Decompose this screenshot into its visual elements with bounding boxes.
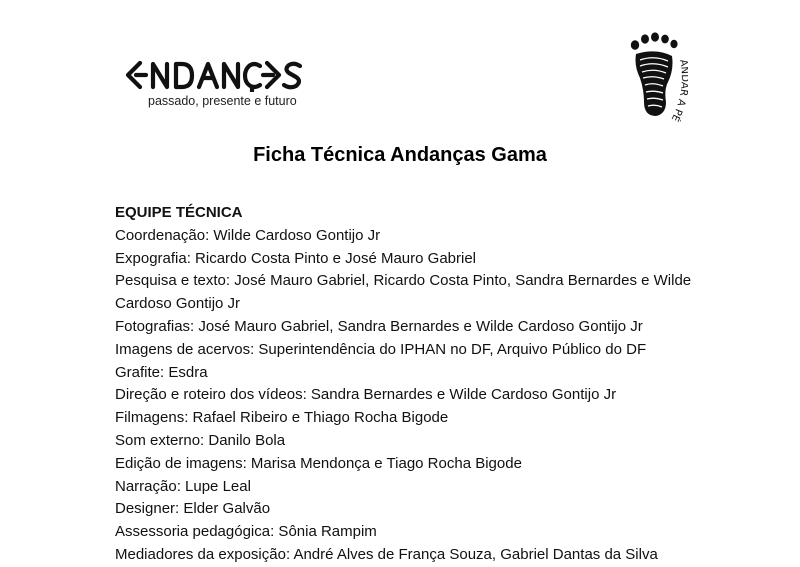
andar-a-pe-logo bbox=[622, 30, 688, 130]
credit-line: Cardoso Gontijo Jr bbox=[115, 295, 241, 313]
andancas-logo bbox=[124, 58, 306, 112]
credit-line: Coordenação: Wilde Cardoso Gontijo Jr bbox=[115, 226, 381, 244]
credit-line: Grafite: Esdra bbox=[115, 363, 208, 381]
credit-line: Edição de imagens: Marisa Mendonça e Tiago Rocha Bigode bbox=[115, 454, 522, 472]
logo-tagline: passado, presente e futuro bbox=[148, 94, 297, 108]
credit-line: Pesquisa e texto: José Mauro Gabriel, Ricardo Costa Pinto, Sandra Bernardes e Wilde bbox=[115, 272, 692, 290]
footprint-icon bbox=[622, 30, 688, 130]
credit-line: Expografia: Ricardo Costa Pinto e José Mauro Gabriel bbox=[115, 249, 477, 267]
andancas-wordmark-icon bbox=[124, 58, 306, 92]
credit-line: Som externo: Danilo Bola bbox=[115, 431, 286, 449]
andar-a-pe-text: A R A PÉ bbox=[668, 58, 688, 123]
credit-line: Assessoria pedagógica: Sônia Rampim bbox=[115, 523, 377, 541]
document-body bbox=[115, 202, 715, 567]
section-heading: EQUIPE TÉCNICA bbox=[115, 204, 243, 221]
credit-line: Direção e roteiro dos vídeos: Sandra Bernardes e Wilde Cardoso Gontijo Jr bbox=[115, 386, 617, 404]
page-title: Ficha Técnica Andanças Gama bbox=[253, 144, 547, 166]
credit-line: Fotografias: José Mauro Gabriel, Sandra Bernardes e Wilde Cardoso Gontijo Jr bbox=[115, 317, 643, 335]
credit-line: Mediadores da exposição: André Alves de França Souza, Gabriel Dantas da Silva bbox=[115, 545, 658, 563]
credit-line: Imagens de acervos: Superintendência do IPHAN no DF, Arquivo Público do DF bbox=[115, 340, 647, 358]
credit-line: Narração: Lupe Leal bbox=[115, 477, 251, 495]
credit-line: Designer: Elder Galvão bbox=[115, 500, 271, 518]
credit-line: Filmagens: Rafael Ribeiro e Thiago Rocha Bigode bbox=[115, 409, 449, 427]
